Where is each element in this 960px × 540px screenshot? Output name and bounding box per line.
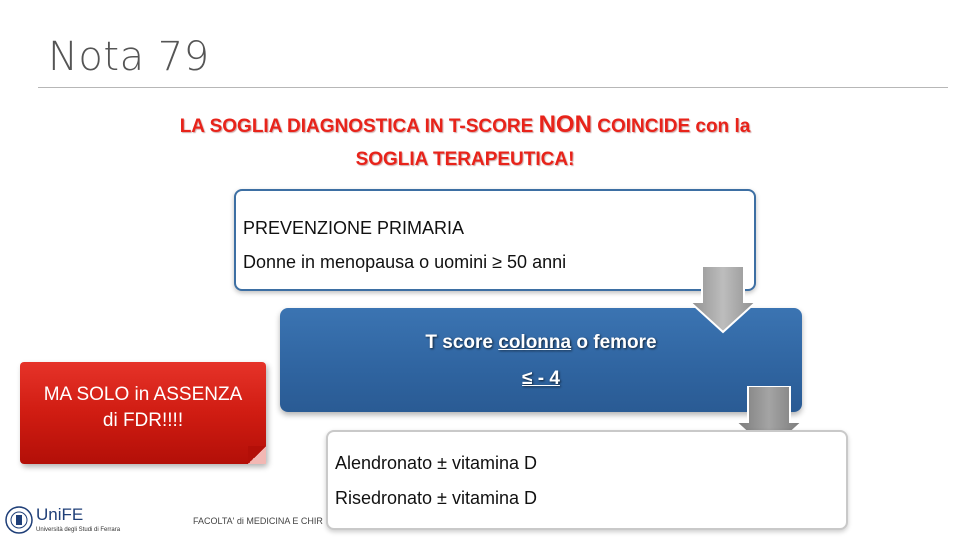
tscore-threshold: ≤ - 4 bbox=[522, 368, 560, 389]
headline bbox=[150, 108, 780, 176]
tscore-label-c: o femore bbox=[571, 332, 657, 353]
university-logo-subtext: Università degli Studi di Ferrara bbox=[36, 527, 121, 533]
page-fold-corner bbox=[248, 446, 266, 464]
university-seal-icon bbox=[4, 503, 34, 537]
fdr-warning-box bbox=[20, 362, 266, 464]
tscore-label-a: T score bbox=[425, 332, 499, 353]
primary-prevention-box bbox=[234, 189, 756, 291]
drug-line1: Alendronato ± vitamina D bbox=[335, 453, 537, 473]
down-arrow-icon bbox=[688, 266, 758, 336]
fdr-line2: di FDR!!!! bbox=[102, 410, 184, 431]
slide-title: Nota 79 bbox=[48, 34, 210, 80]
drugs-box bbox=[326, 430, 848, 530]
headline-part1: LA SOGLIA DIAGNOSTICA IN T-SCORE bbox=[179, 116, 539, 137]
title-divider bbox=[38, 87, 948, 88]
drug-line2: Risedronato ± vitamina D bbox=[335, 488, 537, 508]
headline-emphasis: NON bbox=[538, 111, 592, 138]
headline-part2: COINCIDE con la bbox=[591, 116, 751, 137]
primary-box-line1: PREVENZIONE PRIMARIA bbox=[243, 218, 465, 238]
primary-box-line2: Donne in menopausa o uomini ≥ 50 anni bbox=[243, 252, 567, 272]
university-logo-text: UniFE bbox=[36, 505, 84, 524]
headline-line2: SOGLIA TERAPEUTICA! bbox=[355, 149, 575, 170]
tscore-label-b: colonna bbox=[498, 332, 572, 353]
fdr-line1: MA SOLO in ASSENZA bbox=[43, 384, 243, 405]
faculty-footer: FACOLTA' di MEDICINA E CHIR bbox=[193, 516, 323, 526]
